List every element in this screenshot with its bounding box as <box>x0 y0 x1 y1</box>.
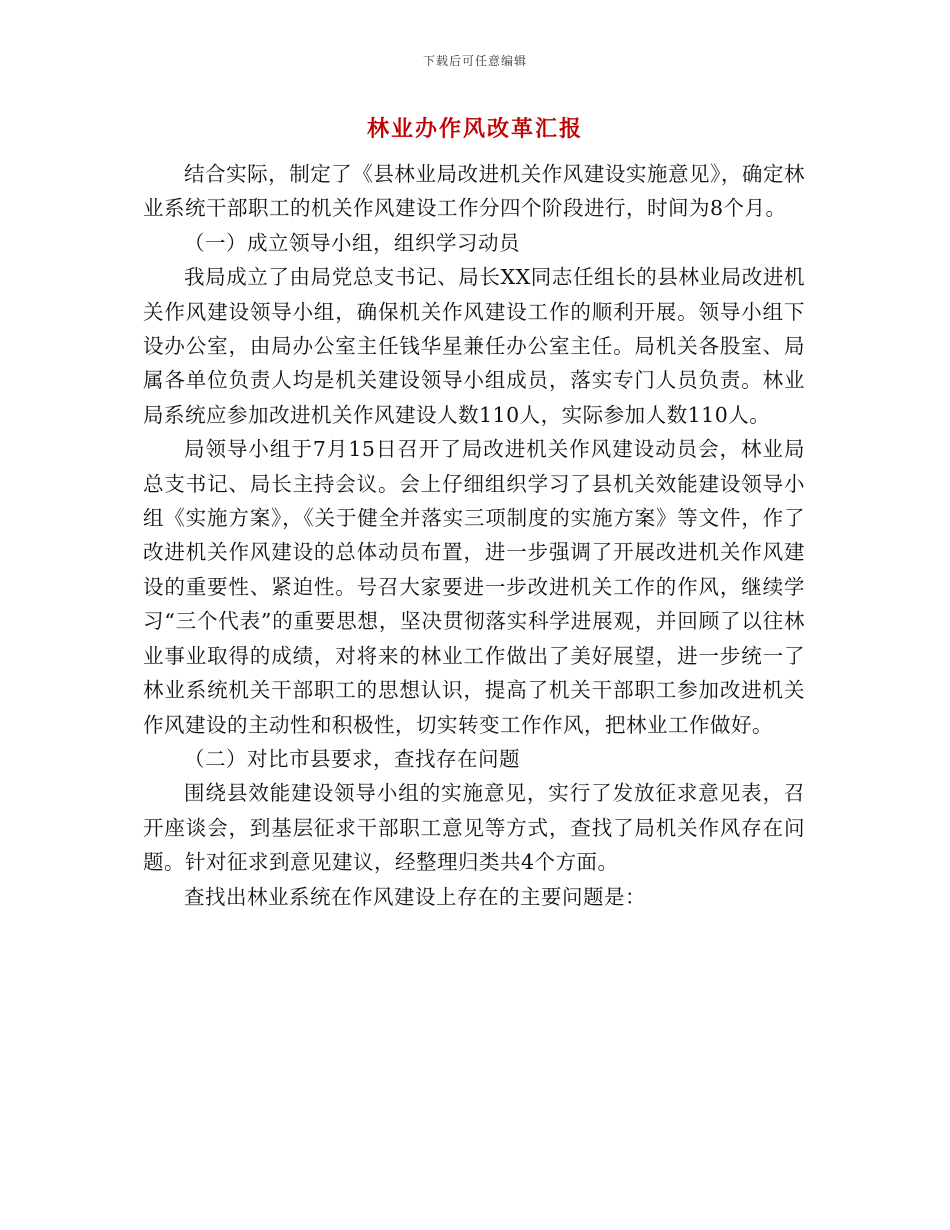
section-heading-2: （二）对比市县要求，查找存在问题 <box>184 746 520 771</box>
paragraph-main-problems: 查找出林业系统在作风建设上存在的主要问题是： <box>184 884 646 909</box>
paragraph-leading-group: 我局成立了由局党总支书记、局长XX同志任组长的县林业局改进机关作风建设领导小组，确保机关作风建设工作的顺利开展。领导小组下设办公室，由局办公室主任钱华星兼任办公室主任。局机关各股室、局属各单位负责人均是机关建设领导小组成员，落实专门人员负责。林业局系统应参加改进机关作风建设人数110人，实际参加人数110人。 <box>143 265 805 427</box>
paragraph-mobilization-meeting: 局领导小组于7月15日召开了局改进机关作风建设动员会，林业局总支书记、局长主持会议。会上仔细组织学习了县机关效能建设领导小组《实施方案》，《关于健全并落实三项制度的实施方案》等文件，作了改进机关作风建设的总体动员布置，进一步强调了开展改进机关作风建设的重要性、紧迫性。号召大家要进一步改进机关工作的作风，继续学习“三个代表”的重要思想，坚决贯彻落实科学进展观，并回顾了以往林业事业取得的成绩，对将来的林业工作做出了美好展望，进一步统一了林业系统机关干部职工的思想认识，提高了机关干部职工参加改进机关作风建设的主动性和积极性，切实转变工作作风，把林业工作做好。 <box>143 437 805 737</box>
paragraph-find-problems: 围绕县效能建设领导小组的实施意见，实行了发放征求意见表，召开座谈会，到基层征求干部职工意见等方式，查找了局机关作风存在问题。针对征求到意见建议，经整理归类共4个方面。 <box>143 781 805 875</box>
document-body <box>143 157 805 914</box>
paragraph-intro: 结合实际，制定了《县林业局改进机关作风建设实施意见》，确定林业系统干部职工的机关作风建设工作分四个阶段进行，时间为8个月。 <box>143 162 805 221</box>
header-note: 下载后可任意编辑 <box>422 54 527 68</box>
document-title: 林业办作风改革汇报 <box>366 116 583 142</box>
section-heading-1: （一）成立领导小组，组织学习动员 <box>184 230 520 255</box>
